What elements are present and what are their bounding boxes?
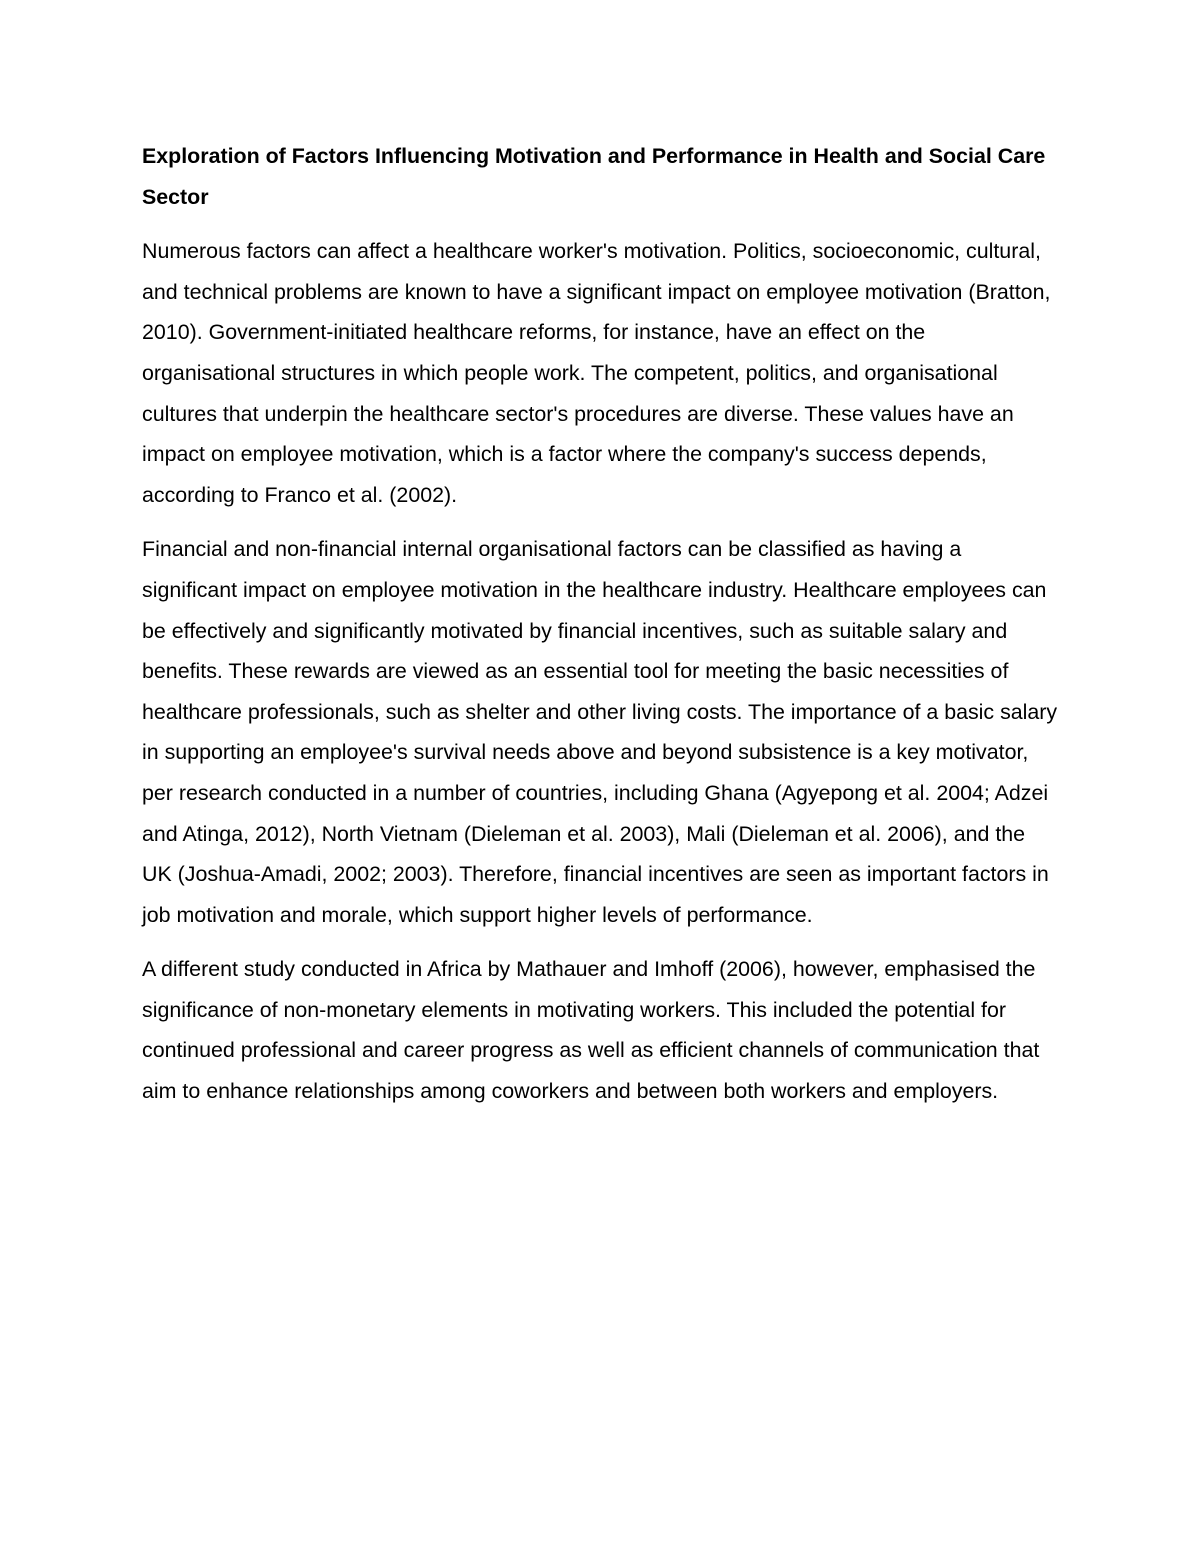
paragraph-motivation-factors: Numerous factors can affect a healthcare worker's motivation. Politics, socioeconomic, cultural, and technical problems are known to have a significant impact on employee motivation (Bratton, 2010). Government-initiated healthcare reforms, for instance, have an effect on the organisational structures in which people work. The competent, politics, and organisational cultures that underpin the healthcare sector's procedures are diverse. These values have an impact on employee motivation, which is a factor where the company's success depends, according to Franco et al. (2002).: [142, 239, 1051, 507]
paragraph-financial-factors: Financial and non-financial internal organisational factors can be classified as having a significant impact on employee motivation in the healthcare industry. Healthcare employees can be effectively and significantly motivated by financial incentives, such as suitable salary and benefits. These rewards are viewed as an essential tool for meeting the basic necessities of healthcare professionals, such as shelter and other living costs. The importance of a basic salary in supporting an employee's survival needs above and beyond subsistence is a key motivator, per research conducted in a number of countries, including Ghana (Agyepong et al. 2004; Adzei and Atinga, 2012), North Vietnam (Dieleman et al. 2003), Mali (Dieleman et al. 2006), and the UK (Joshua-Amadi, 2002; 2003). Therefore, financial incentives are seen as important factors in job motivation and morale, which support higher levels of performance.: [142, 537, 1058, 927]
document-body: [142, 136, 1060, 1126]
document-title: Exploration of Factors Influencing Motivation and Performance in Health and Social Care Sector: [142, 144, 1046, 209]
paragraph-non-monetary-factors: A different study conducted in Africa by Mathauer and Imhoff (2006), however, emphasised the significance of non-monetary elements in motivating workers. This included the potential for continued professional and career progress as well as efficient channels of communication that aim to enhance relationships among coworkers and between both workers and employers.: [142, 957, 1040, 1104]
